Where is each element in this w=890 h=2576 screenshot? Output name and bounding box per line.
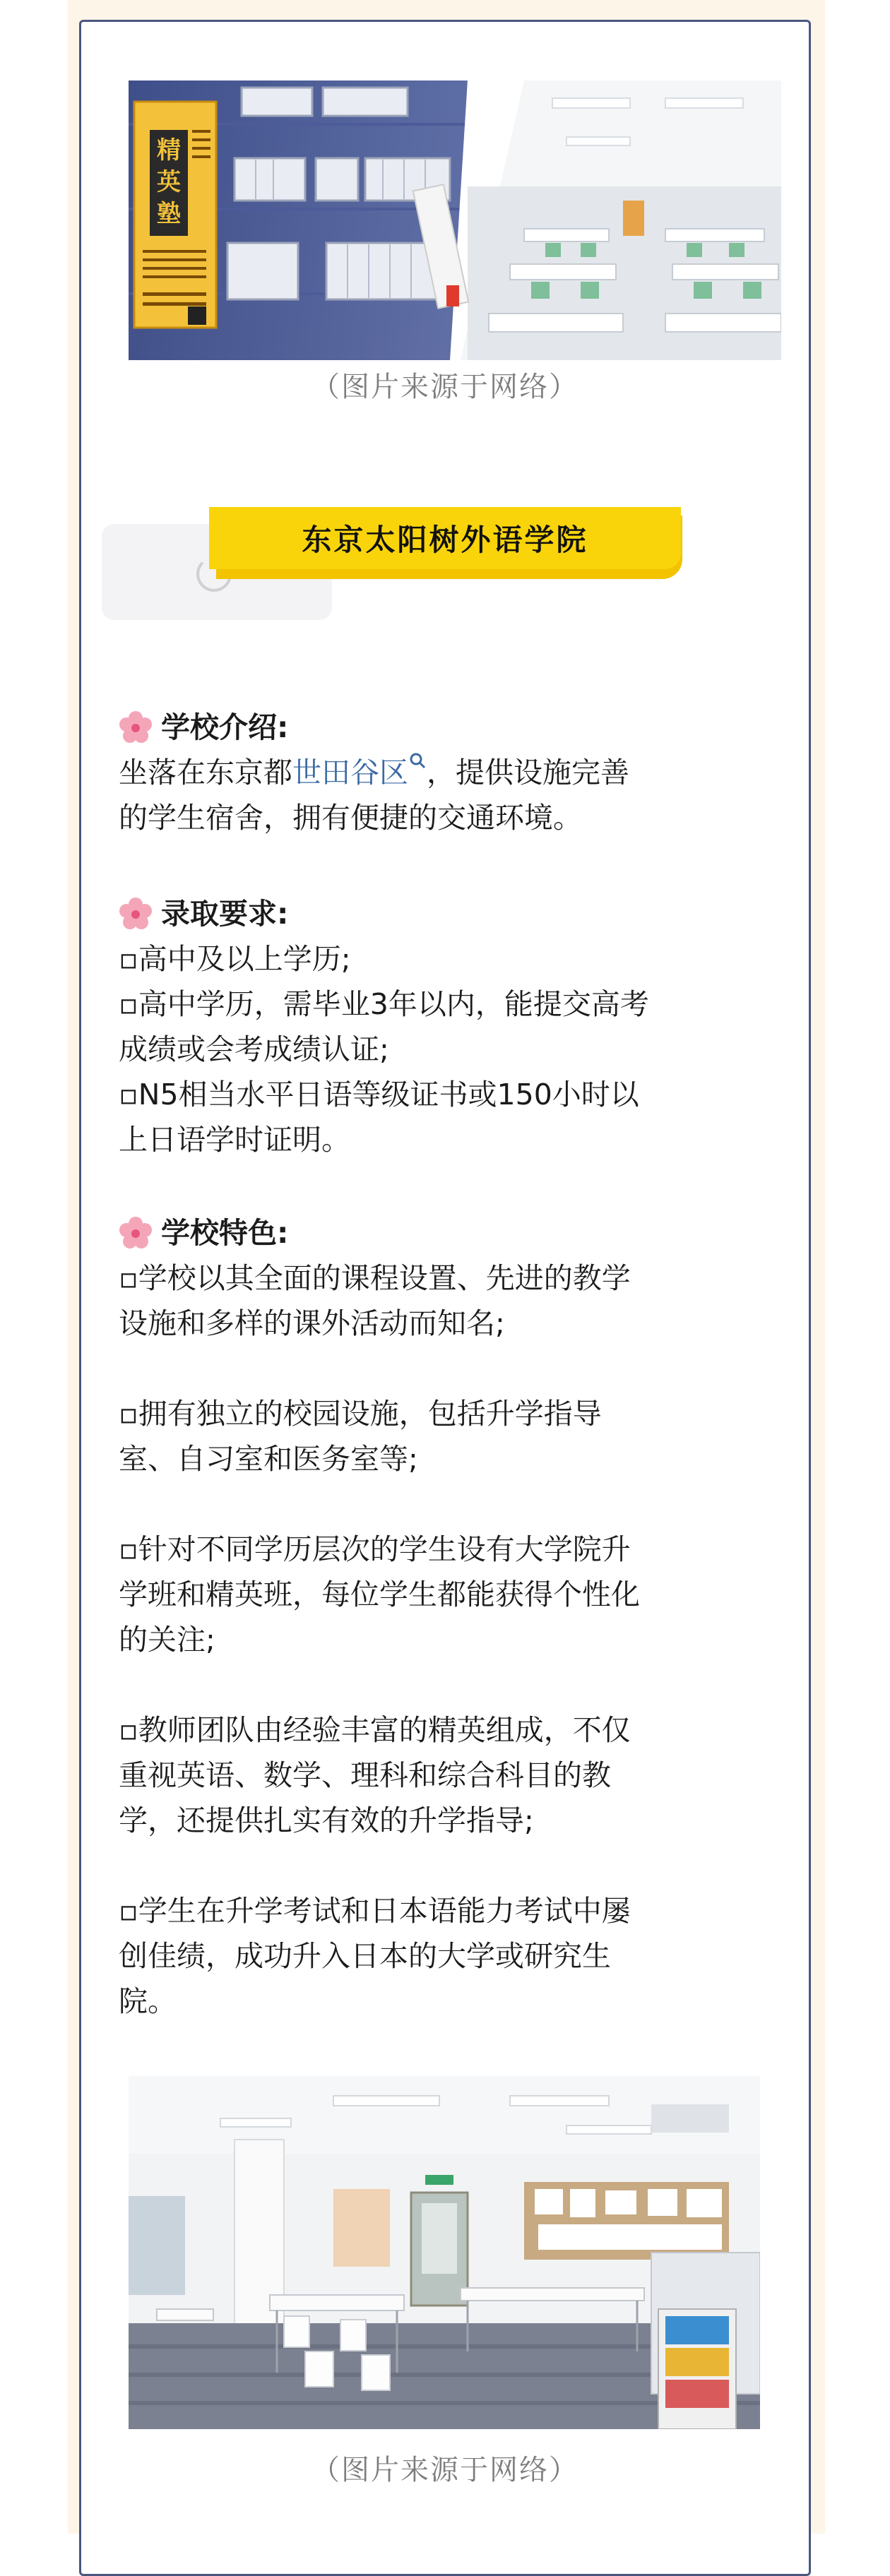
features-heading <box>119 1210 776 1256</box>
photo2-caption: （图片来源于网络） <box>312 2454 578 2486</box>
admission-heading-text: 录取要求: <box>161 897 289 931</box>
feature-line: 室、自习室和医务室等; <box>119 1442 418 1476</box>
admission-line: ▫高中及以上学历; <box>119 942 351 976</box>
feature-line: ▫针对不同学历层次的学生设有大学院升 <box>119 1532 631 1566</box>
search-icon[interactable] <box>408 751 427 770</box>
sign-char-3: 塾 <box>157 200 181 228</box>
feature-line: 设施和多样的课外活动而知名; <box>119 1306 505 1340</box>
feature-line: ▫学生在升学考试和日本语能力考试中屡 <box>119 1894 631 1928</box>
school-building-photo <box>129 80 781 360</box>
feature-line: 院。 <box>119 1984 177 2018</box>
intro-heading <box>119 705 776 750</box>
intro-text-start: 坐落在东京都 <box>119 756 292 789</box>
sign-char-1: 精 <box>157 136 181 165</box>
admission-line: 成绩或会考成绩认证; <box>119 1032 389 1066</box>
intro-text-end: ，提供设施完善 <box>427 756 629 789</box>
flower-icon <box>119 1216 153 1250</box>
sign-char-2: 英 <box>157 168 181 196</box>
features-heading-text: 学校特色: <box>161 1216 289 1250</box>
feature-line: 创佳绩，成功升入日本的大学或研究生 <box>119 1939 611 1973</box>
admission-line: ▫N5相当水平日语等级证书或150小时以 <box>119 1078 639 1111</box>
feature-line: 的关注; <box>119 1623 215 1657</box>
school-title-banner: 东京太阳树外语学院 <box>209 507 681 569</box>
feature-line: 重视英语、数学、理科和综合科目的教 <box>119 1758 611 1792</box>
flower-icon <box>119 710 153 744</box>
feature-line: 学班和精英班，每位学生都能获得个性化 <box>119 1578 640 1611</box>
features-section <box>119 1210 776 2024</box>
feature-line: ▫拥有独立的校园设施，包括升学指导 <box>119 1397 602 1431</box>
feature-line: ▫学校以其全面的课程设置、先进的教学 <box>119 1261 631 1295</box>
flower-icon <box>119 897 153 931</box>
district-link[interactable]: 世田谷区 <box>292 756 408 789</box>
feature-line: ▫教师团队由经验丰富的精英组成，不仅 <box>119 1713 631 1747</box>
intro-text-line2: 的学生宿舍，拥有便捷的交通环境。 <box>119 801 582 835</box>
photo1-caption: （图片来源于网络） <box>312 371 578 403</box>
school-intro-section <box>119 705 776 840</box>
admission-heading <box>119 891 776 936</box>
admission-line: 上日语学时证明。 <box>119 1123 350 1157</box>
admission-line: ▫高中学历，需毕业3年以内，能提交高考 <box>119 987 649 1021</box>
intro-heading-text: 学校介绍: <box>161 710 289 744</box>
admission-section <box>119 891 776 1162</box>
school-interior-photo <box>129 2076 760 2429</box>
feature-line: 学，还提供扎实有效的升学指导; <box>119 1803 534 1837</box>
